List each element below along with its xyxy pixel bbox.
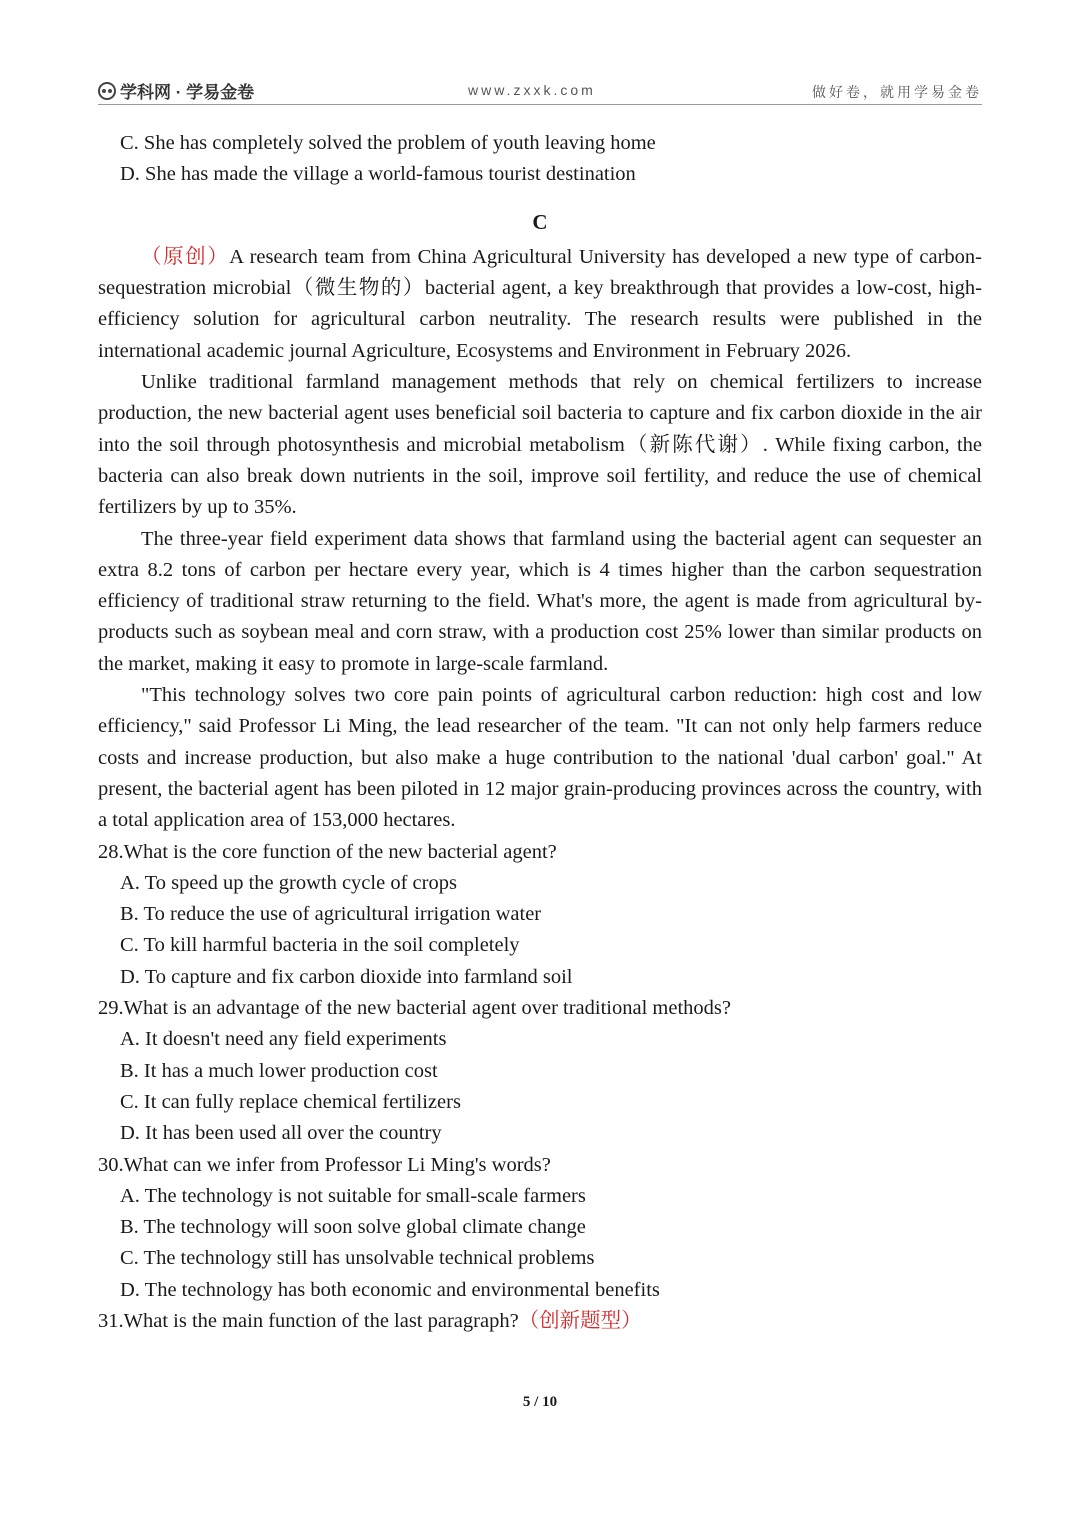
prev-option-c: C. She has completely solved the problem of youth leaving home bbox=[120, 132, 656, 154]
option-d: D. The technology has both economic and environmental benefits bbox=[120, 1278, 660, 1301]
passage-paragraph-4: "This technology solves two core pain points of agricultural carbon reduction: high cost and low efficiency," said Professor Li Ming, the lead researcher of the team. "It can not only help farmers reduce costs and increase production, but also make a huge contribution to the national 'dual carbon' goal." At present, the bacterial agent has been piloted in 12 major grain-producing provinces across the country, with a total application area of 153,000 hectares. bbox=[98, 684, 982, 832]
option-a: A. To speed up the growth cycle of crops bbox=[120, 871, 457, 894]
innovation-tag: （创新题型） bbox=[518, 1309, 642, 1332]
option-b: B. The technology will soon solve global climate change bbox=[120, 1216, 586, 1239]
page-header bbox=[98, 76, 982, 105]
original-tag: （原创） bbox=[141, 245, 230, 268]
option-d: D. To capture and fix carbon dioxide into farmland soil bbox=[120, 965, 573, 988]
option-d: D. It has been used all over the country bbox=[120, 1122, 442, 1145]
question-30 bbox=[98, 1150, 982, 1306]
logo-text: 学科网 · 学易金卷 bbox=[120, 83, 255, 102]
option-c: C. The technology still has unsolvable technical problems bbox=[120, 1247, 595, 1270]
option-c: C. It can fully replace chemical fertilizers bbox=[120, 1090, 461, 1113]
question-stem: 31.What is the main function of the last paragraph? bbox=[98, 1309, 519, 1332]
option-a: A. It doesn't need any field experiments bbox=[120, 1028, 447, 1051]
owl-logo-icon bbox=[98, 82, 116, 100]
header-slogan: 做好卷，就用学易金卷 bbox=[812, 84, 982, 100]
site-url: www.zxxk.com bbox=[468, 82, 596, 98]
passage-paragraph-1 bbox=[98, 242, 982, 367]
question-stem: 30.What can we infer from Professor Li Ming's words? bbox=[98, 1153, 551, 1176]
passage-paragraph-2: Unlike traditional farmland management methods that rely on chemical fertilizers to increase production, the new bacterial agent uses beneficial soil bacteria to capture and fix carbon dioxide in the air into the soil through photosynthesis and microbial metabolism（新陈代谢）. While fixing carbon, the bacteria can also break down nutrients in the soil, improve soil fertility, and reduce the use of chemical fertilizers by up to 35%. bbox=[98, 371, 982, 519]
question-stem: 28.What is the core function of the new bacterial agent? bbox=[98, 840, 557, 863]
page-number: 5 / 10 bbox=[522, 1394, 558, 1410]
option-a: A. The technology is not suitable for small-scale farmers bbox=[120, 1184, 586, 1207]
document-body bbox=[98, 128, 982, 1337]
option-b: B. It has a much lower production cost bbox=[120, 1059, 438, 1082]
question-31 bbox=[98, 1306, 982, 1337]
option-b: B. To reduce the use of agricultural irrigation water bbox=[120, 903, 542, 926]
question-29 bbox=[98, 993, 982, 1149]
question-28 bbox=[98, 837, 982, 993]
passage-paragraph-3: The three-year field experiment data shows that farmland using the bacterial agent can sequester an extra 8.2 tons of carbon per hectare every year, which is 4 times higher than the carbon sequestration efficiency of traditional straw returning to the field. What's more, the agent is made from agricultural by-products such as soybean meal and corn straw, with a production cost 25% lower than similar products on the market, making it easy to promote in large-scale farmland. bbox=[98, 527, 982, 675]
paragraph-1-text: A research team from China Agricultural University has developed a new type of carbon-sequestration microbial（微生物的）bacterial agent, a key breakthrough that provides a low-cost, high-efficiency solution for agricultural carbon neutrality. The research results were published in the international academic journal Agriculture, Ecosystems and Environment in February 2026. bbox=[98, 245, 983, 362]
prev-option-d: D. She has made the village a world-famous tourist destination bbox=[120, 163, 636, 186]
logo bbox=[98, 78, 254, 103]
section-label: C bbox=[532, 209, 548, 234]
option-c: C. To kill harmful bacteria in the soil completely bbox=[120, 934, 520, 957]
question-stem: 29.What is an advantage of the new bacterial agent over traditional methods? bbox=[98, 997, 731, 1020]
